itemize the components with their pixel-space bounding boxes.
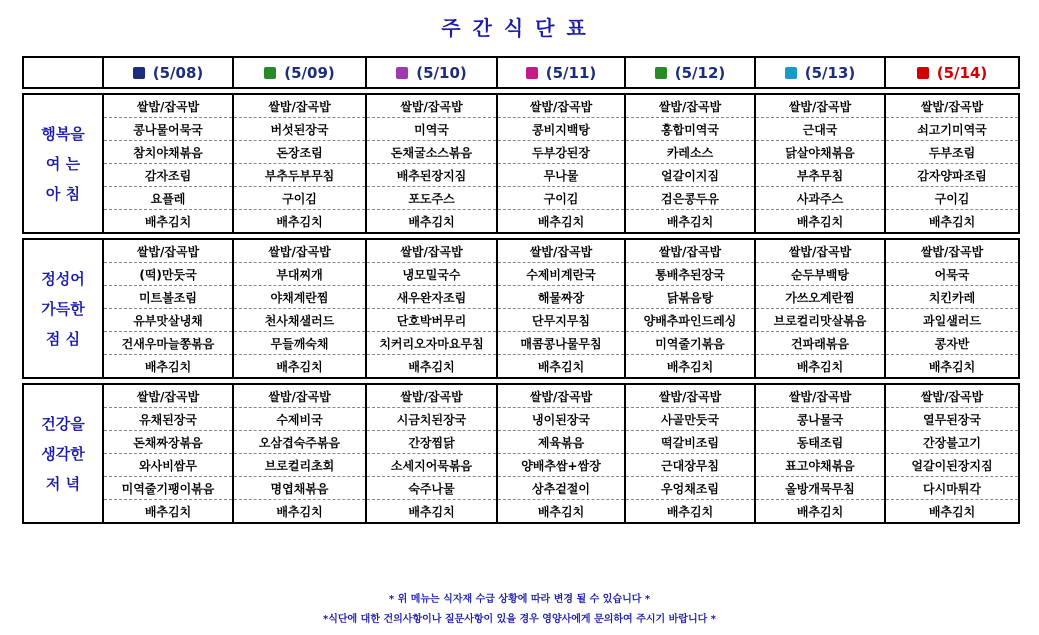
- menu-item: 쌀밥/잡곡밥: [497, 384, 625, 408]
- menu-item: 버섯된장국: [233, 118, 366, 141]
- menu-item: 미트볼조림: [103, 286, 233, 309]
- meal-label-line: 생각한: [41, 444, 85, 463]
- menu-item: 사골만둣국: [625, 408, 755, 431]
- menu-item: 배추김치: [755, 355, 885, 379]
- menu-item: 요플레: [103, 187, 233, 210]
- calendar-icon: [396, 67, 408, 79]
- menu-item: 감자조림: [103, 164, 233, 187]
- meal-label-line: 아 침: [45, 184, 81, 203]
- menu-item: (떡)만둣국: [103, 263, 233, 286]
- meal-label-line: 건강을: [41, 414, 85, 433]
- meal-label-line: 여 는: [45, 154, 81, 173]
- menu-item: 쌀밥/잡곡밥: [755, 384, 885, 408]
- menu-item: 배추김치: [366, 210, 497, 234]
- meal-label: [23, 239, 103, 378]
- menu-item: 콩비지백탕: [497, 118, 625, 141]
- weekly-menu-table: [22, 56, 1018, 524]
- menu-item: 돈장조림: [233, 141, 366, 164]
- menu-item: 얼갈이지짐: [625, 164, 755, 187]
- day-header: [233, 57, 366, 88]
- menu-item: 수제비국: [233, 408, 366, 431]
- menu-item: 얼갈이된장지짐: [885, 454, 1019, 477]
- menu-item: 건파래볶음: [755, 332, 885, 355]
- menu-item: 두부조림: [885, 141, 1019, 164]
- menu-item: 브로컬리초회: [233, 454, 366, 477]
- calendar-icon: [133, 67, 145, 79]
- menu-item: 감자양파조림: [885, 164, 1019, 187]
- menu-item: 배추김치: [885, 355, 1019, 379]
- menu-item: 올방개묵무침: [755, 477, 885, 500]
- menu-item: 쌀밥/잡곡밥: [497, 94, 625, 118]
- menu-row: [23, 408, 1019, 431]
- menu-item: 무나물: [497, 164, 625, 187]
- menu-row: [23, 309, 1019, 332]
- calendar-icon: [785, 67, 797, 79]
- meal-label: [23, 384, 103, 523]
- menu-row: [23, 263, 1019, 286]
- menu-item: 소세지어묵볶음: [366, 454, 497, 477]
- menu-item: 배추김치: [885, 500, 1019, 524]
- meal-label-line: 가득한: [41, 299, 85, 318]
- menu-item: 냉이된장국: [497, 408, 625, 431]
- menu-item: 매콤콩나물무침: [497, 332, 625, 355]
- menu-item: 쌀밥/잡곡밥: [103, 239, 233, 263]
- menu-item: 부대찌개: [233, 263, 366, 286]
- menu-item: 쇠고기미역국: [885, 118, 1019, 141]
- menu-item: 배추김치: [497, 210, 625, 234]
- menu-item: 부추두부무침: [233, 164, 366, 187]
- menu-item: 브로컬리맛살볶음: [755, 309, 885, 332]
- menu-item: 쌀밥/잡곡밥: [366, 239, 497, 263]
- menu-item: 쌀밥/잡곡밥: [233, 239, 366, 263]
- menu-item: 냉모밀국수: [366, 263, 497, 286]
- menu-item: 닭살야채볶음: [755, 141, 885, 164]
- menu-item: 간장불고기: [885, 431, 1019, 454]
- menu-item: 양배추파인드레싱: [625, 309, 755, 332]
- menu-row: [23, 477, 1019, 500]
- menu-item: 쌀밥/잡곡밥: [233, 94, 366, 118]
- menu-item: 어묵국: [885, 263, 1019, 286]
- menu-item: 근대국: [755, 118, 885, 141]
- menu-item: 상추겉절이: [497, 477, 625, 500]
- day-date-label: (5/11): [545, 63, 597, 82]
- menu-item: 유채된장국: [103, 408, 233, 431]
- menu-item: 근대장무침: [625, 454, 755, 477]
- menu-item: 미역줄기팽이볶음: [103, 477, 233, 500]
- menu-item: 부추무침: [755, 164, 885, 187]
- menu-item: 쌀밥/잡곡밥: [103, 94, 233, 118]
- meal-label-line: 행복을: [41, 124, 85, 143]
- menu-item: 콩나물어묵국: [103, 118, 233, 141]
- menu-item: 배추김치: [233, 355, 366, 379]
- menu-item: 치킨카레: [885, 286, 1019, 309]
- menu-row: [23, 141, 1019, 164]
- notice-text: * 위 메뉴는 식자재 수급 상황에 따라 변경 될 수 있습니다 *: [388, 594, 651, 605]
- menu-item: 배추김치: [755, 500, 885, 524]
- menu-item: 명엽채볶음: [233, 477, 366, 500]
- menu-item: 포도주스: [366, 187, 497, 210]
- menu-item: 양배추쌈+쌈장: [497, 454, 625, 477]
- menu-item: 쌀밥/잡곡밥: [103, 384, 233, 408]
- day-date-label: (5/12): [674, 63, 726, 82]
- menu-item: 쌀밥/잡곡밥: [625, 239, 755, 263]
- menu-item: 쌀밥/잡곡밥: [233, 384, 366, 408]
- menu-item: 과일샐러드: [885, 309, 1019, 332]
- inquiry-text: *식단에 대한 건의사항이나 질문사항이 있을 경우 영양사에게 문의하여 주시기 바랍니다 *: [322, 614, 717, 625]
- menu-item: 쌀밥/잡곡밥: [497, 239, 625, 263]
- page-title: 주간식단표: [441, 16, 598, 40]
- menu-item: 배추김치: [625, 355, 755, 379]
- menu-item: 쌀밥/잡곡밥: [366, 94, 497, 118]
- menu-item: 배추김치: [625, 210, 755, 234]
- day-header-row: [23, 57, 1019, 88]
- menu-item: 떡갈비조림: [625, 431, 755, 454]
- menu-item: 와사비쌈무: [103, 454, 233, 477]
- menu-row: [23, 431, 1019, 454]
- calendar-icon: [917, 67, 929, 79]
- menu-row: [23, 94, 1019, 118]
- meal-label-line: 저 녁: [45, 474, 81, 493]
- menu-item: 배추김치: [103, 210, 233, 234]
- menu-item: 배추김치: [885, 210, 1019, 234]
- menu-row: [23, 384, 1019, 408]
- menu-item: 콩자반: [885, 332, 1019, 355]
- menu-item: 콩나물국: [755, 408, 885, 431]
- menu-row: [23, 239, 1019, 263]
- menu-row: [23, 187, 1019, 210]
- menu-item: 가쓰오계란찜: [755, 286, 885, 309]
- menu-item: 배추김치: [233, 210, 366, 234]
- day-date-label: (5/14): [936, 63, 988, 82]
- menu-item: 미역줄기볶음: [625, 332, 755, 355]
- menu-item: 열무된장국: [885, 408, 1019, 431]
- menu-item: 사과주스: [755, 187, 885, 210]
- menu-item: 시금치된장국: [366, 408, 497, 431]
- menu-item: 배추김치: [755, 210, 885, 234]
- menu-item: 닭볶음탕: [625, 286, 755, 309]
- menu-item: 쌀밥/잡곡밥: [625, 94, 755, 118]
- day-header: [755, 57, 885, 88]
- menu-item: 쌀밥/잡곡밥: [755, 239, 885, 263]
- menu-item: 두부강된장: [497, 141, 625, 164]
- menu-item: 다시마튀각: [885, 477, 1019, 500]
- day-header: [103, 57, 233, 88]
- day-date-label: (5/08): [152, 63, 204, 82]
- menu-item: 건새우마늘쫑볶음: [103, 332, 233, 355]
- menu-item: 치커리오자마요무침: [366, 332, 497, 355]
- menu-item: 단무지무침: [497, 309, 625, 332]
- menu-row: [23, 118, 1019, 141]
- day-header: [497, 57, 625, 88]
- menu-item: 단호박버무리: [366, 309, 497, 332]
- menu-row: [23, 500, 1019, 524]
- menu-item: 배추김치: [366, 355, 497, 379]
- menu-item: 무들깨숙채: [233, 332, 366, 355]
- menu-item: 쌀밥/잡곡밥: [885, 384, 1019, 408]
- menu-item: 배추김치: [625, 500, 755, 524]
- menu-item: 배추김치: [233, 500, 366, 524]
- menu-item: 카레소스: [625, 141, 755, 164]
- menu-item: 야채계란찜: [233, 286, 366, 309]
- menu-item: 구이김: [233, 187, 366, 210]
- menu-item: 돈채굴소스볶음: [366, 141, 497, 164]
- day-header: [885, 57, 1019, 88]
- day-header: [625, 57, 755, 88]
- menu-item: 새우완자조림: [366, 286, 497, 309]
- menu-item: 천사채샐러드: [233, 309, 366, 332]
- calendar-icon: [264, 67, 276, 79]
- menu-item: 쌀밥/잡곡밥: [625, 384, 755, 408]
- menu-item: 구이김: [497, 187, 625, 210]
- day-date-label: (5/13): [804, 63, 856, 82]
- menu-item: 배추김치: [103, 355, 233, 379]
- menu-item: 참치야채볶음: [103, 141, 233, 164]
- menu-item: 제육볶음: [497, 431, 625, 454]
- menu-item: 수제비계란국: [497, 263, 625, 286]
- menu-item: 배추김치: [497, 355, 625, 379]
- menu-item: 통배추된장국: [625, 263, 755, 286]
- menu-item: 간장찜닭: [366, 431, 497, 454]
- menu-item: 구이김: [885, 187, 1019, 210]
- menu-item: 배추김치: [103, 500, 233, 524]
- menu-row: [23, 286, 1019, 309]
- menu-item: 홍합미역국: [625, 118, 755, 141]
- menu-row: [23, 164, 1019, 187]
- day-header: [366, 57, 497, 88]
- meal-label-line: 정성어: [41, 269, 85, 288]
- day-date-label: (5/10): [416, 63, 467, 82]
- calendar-icon: [526, 67, 538, 79]
- header-corner: [23, 57, 103, 88]
- meal-label-line: 점 심: [45, 329, 81, 348]
- menu-item: 순두부백탕: [755, 263, 885, 286]
- meal-label: [23, 94, 103, 233]
- menu-item: 배추김치: [497, 500, 625, 524]
- menu-item: 돈채짜장볶음: [103, 431, 233, 454]
- menu-row: [23, 355, 1019, 379]
- menu-item: 동태조림: [755, 431, 885, 454]
- menu-item: 배추김치: [366, 500, 497, 524]
- menu-item: 숙주나물: [366, 477, 497, 500]
- menu-item: 미역국: [366, 118, 497, 141]
- menu-item: 쌀밥/잡곡밥: [366, 384, 497, 408]
- menu-row: [23, 454, 1019, 477]
- menu-item: 검은콩두유: [625, 187, 755, 210]
- menu-item: 해물짜장: [497, 286, 625, 309]
- menu-item: 쌀밥/잡곡밥: [885, 94, 1019, 118]
- menu-item: 오삼겹숙주볶음: [233, 431, 366, 454]
- menu-item: 우엉채조림: [625, 477, 755, 500]
- menu-item: 쌀밥/잡곡밥: [755, 94, 885, 118]
- menu-item: 유부맛살냉채: [103, 309, 233, 332]
- menu-row: [23, 210, 1019, 234]
- menu-item: 쌀밥/잡곡밥: [885, 239, 1019, 263]
- calendar-icon: [655, 67, 667, 79]
- menu-item: 배추된장지짐: [366, 164, 497, 187]
- day-date-label: (5/09): [284, 63, 335, 82]
- menu-row: [23, 332, 1019, 355]
- menu-item: 표고야채볶음: [755, 454, 885, 477]
